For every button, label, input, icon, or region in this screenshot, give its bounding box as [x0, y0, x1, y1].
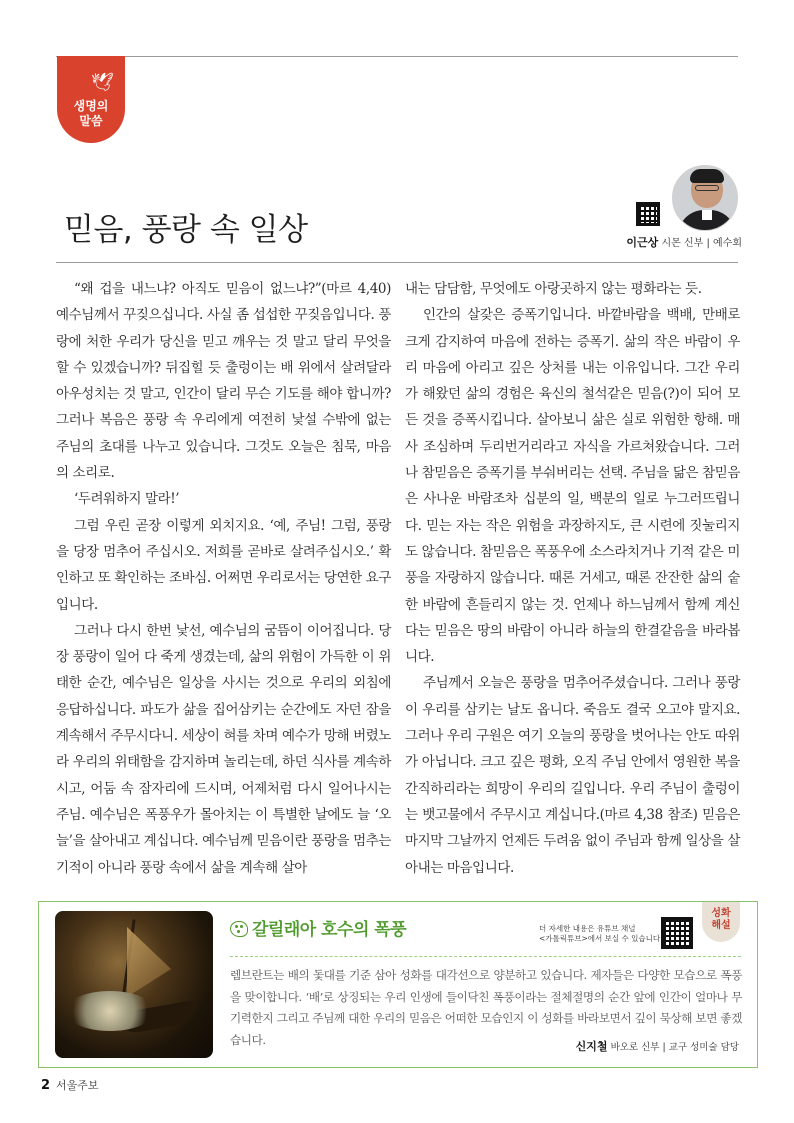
- author-avatar: [672, 165, 738, 231]
- commentary-author-name: 신지철: [575, 1040, 608, 1053]
- commentary-author-role: 바오로 신부 | 교구 성미술 담당: [610, 1042, 739, 1053]
- artwork-commentary: 렘브란트는 배의 돛대를 기준 삼아 성화를 대각선으로 양분하고 있습니다. 제자들은 다양한 모습으로 폭풍을 맞이합니다. ‘배’로 상징되는 우리 인생에 들이닥친 폭풍이라는 절체절명의 순간 앞에 인간이 얼마나 무기력한지 그리고 주님께 대한 우리의 믿음은 어떠한 모습인지 이 성화를 바라보면서 깊이 묵상해 보면 좋겠습니다.: [230, 968, 742, 1047]
- header-rule: [56, 262, 738, 263]
- paragraph: 내는 담담함, 무엇에도 아랑곳하지 않는 평화라는 듯.: [405, 281, 702, 297]
- youtube-note-line2: <가톨릭튜브>에서 보실 수 있습니다: [539, 934, 661, 943]
- badge-line2: 해설: [711, 920, 731, 931]
- artwork-title-text: 갈릴래아 호수의 폭풍: [252, 920, 407, 940]
- paragraph: ‘두려워하지 말라!’: [74, 491, 180, 508]
- article-column-right: [405, 276, 740, 881]
- palette-icon: [230, 921, 248, 937]
- author-byline: [612, 236, 742, 250]
- painting-image: [55, 911, 213, 1058]
- commentary-badge: [702, 902, 740, 942]
- badge-line1: 성화: [711, 908, 731, 919]
- article-column-left: [56, 276, 391, 881]
- page-title: 믿음, 풍랑 속 일상: [64, 212, 308, 248]
- artwork-commentary-box: [38, 901, 758, 1068]
- author-name: 이근상: [626, 236, 659, 249]
- paragraph: 인간의 살갗은 증폭기입니다. 바깥바람을 백배, 만배로 크게 감지하여 마음에 전하는 증폭기. 삶의 작은 바람이 우리 마음에 아리고 깊은 상처를 내는 이유입니다. 그간 우리가 해왔던 삶의 경험은 육신의 철석같은 믿음(?)이 되어 모든 것을 증폭시킵니다. 살아보니 삶은 실로 위험한 항해. 매사 조심하며 두리번거리라고 자식을 가르쳐왔습니다. 그러나 참믿음은 증폭기를 부숴버리는 선택. 주님을 닮은 참믿음은 사나운 바람조차 십분의 일, 백분의 일로 누그러뜨립니다. 믿는 자는 작은 위험을 과장하지도, 큰 시련에 짓눌리지도 않습니다. 참믿음은 폭풍우에 소스라치거나 기적 같은 미풍을 자랑하지 않습니다. 때론 거세고, 때론 잔잔한 삶의 숱한 바람에 흔들리지 않는 것. 언제나 하느님께서 함께 계신다는 믿음은 땅의 바람이 아니라 하늘의 한결같음을 바라봅니다.: [405, 307, 740, 666]
- paragraph: 그럼 우린 곧장 이렇게 외치지요. ‘예, 주님! 그럼, 풍랑을 당장 멈추어 주십시오. 저희를 곧바로 살려주십시오.’ 확인하고 또 확인하는 조바심. 어쩌면 우리로서는 당연한 요구입니다.: [56, 517, 391, 613]
- qr-code-icon[interactable]: [661, 917, 693, 949]
- paragraph: “왜 겁을 내느냐? 아직도 믿음이 없느냐?”(마르 4,40) 예수님께서 꾸짖으십니다. 사실 좀 섭섭한 꾸짖음입니다. 풍랑에 처한 우리가 당신을 믿고 깨우는 것 말고 달리 무엇을 할 수 있겠습니까? 뒤집힐 듯 출렁이는 배 위에서 살려달라 아우성치는 것 말고, 인간이 달리 무슨 기도를 해야 합니까? 그러나 복음은 풍랑 속 우리에게 여전히 낯설 수밖에 없는 주님의 초대를 나누고 있습니다. 그것도 오늘은 침묵, 마음의 소리로.: [56, 281, 391, 482]
- top-rule: [56, 56, 738, 57]
- artwork-title: [230, 919, 406, 941]
- tag-line1: 생명의: [73, 99, 109, 113]
- paragraph: 주님께서 오늘은 풍랑을 멈추어주셨습니다. 그러나 풍랑이 우리를 삼키는 날도 옵니다. 죽음도 결국 오고야 말지요. 그러나 우리 구원은 여기 오늘의 풍랑을 벗어나는 안도 따위가 아닙니다. 크고 깊은 평화, 오직 주님 안에서 영원한 복을 간직하리라는 희망이 우리의 길입니다. 우리 주님이 출렁이는 뱃고물에서 주무시고 계십니다.(마르 4,38 참조) 믿음은 마지막 그날까지 언제든 두려움 없이 주님과 함께 일상을 살아내는 마음입니다.: [405, 675, 740, 876]
- commentary-author: [576, 1038, 739, 1054]
- page-footer: [41, 1077, 99, 1093]
- publication-name: 서울주보: [56, 1079, 99, 1092]
- page-number: 2: [41, 1078, 51, 1093]
- dove-icon: 🕊: [91, 72, 114, 93]
- section-tag: [57, 56, 125, 143]
- tag-line2: 말씀: [79, 114, 103, 128]
- youtube-note-line1: 더 자세한 내용은 유튜브 채널: [539, 924, 636, 933]
- qr-code-icon[interactable]: [636, 202, 660, 226]
- author-role: 시몬 신부 | 예수회: [661, 238, 742, 249]
- paragraph: 그러나 다시 한번 낯선, 예수님의 굼뜸이 이어집니다. 당장 풍랑이 일어 다 죽게 생겼는데, 삶의 위험이 가득한 이 위태한 순간, 예수님은 일상을 사시는 것으로 우리의 외침에 응답하십니다. 파도가 삶을 집어삼키는 순간에도 자던 잠을 계속해서 주무시다니. 세상이 혀를 차며 예수가 망해 버렸노라 우리의 위태함을 감지하며 놀리는데, 하던 식사를 계속하시고, 어둠 속 잠자리에 드시며, 어제처럼 다시 일어나시는 주님. 예수님은 폭풍우가 몰아치는 이 특별한 날에도 늘 ‘오늘’을 살아내고 계십니다. 예수님께 믿음이란 풍랑을 멈추는 기적이 아니라 풍랑 속에서 삶을 계속해 살아: [56, 622, 391, 876]
- box-divider: [230, 956, 741, 957]
